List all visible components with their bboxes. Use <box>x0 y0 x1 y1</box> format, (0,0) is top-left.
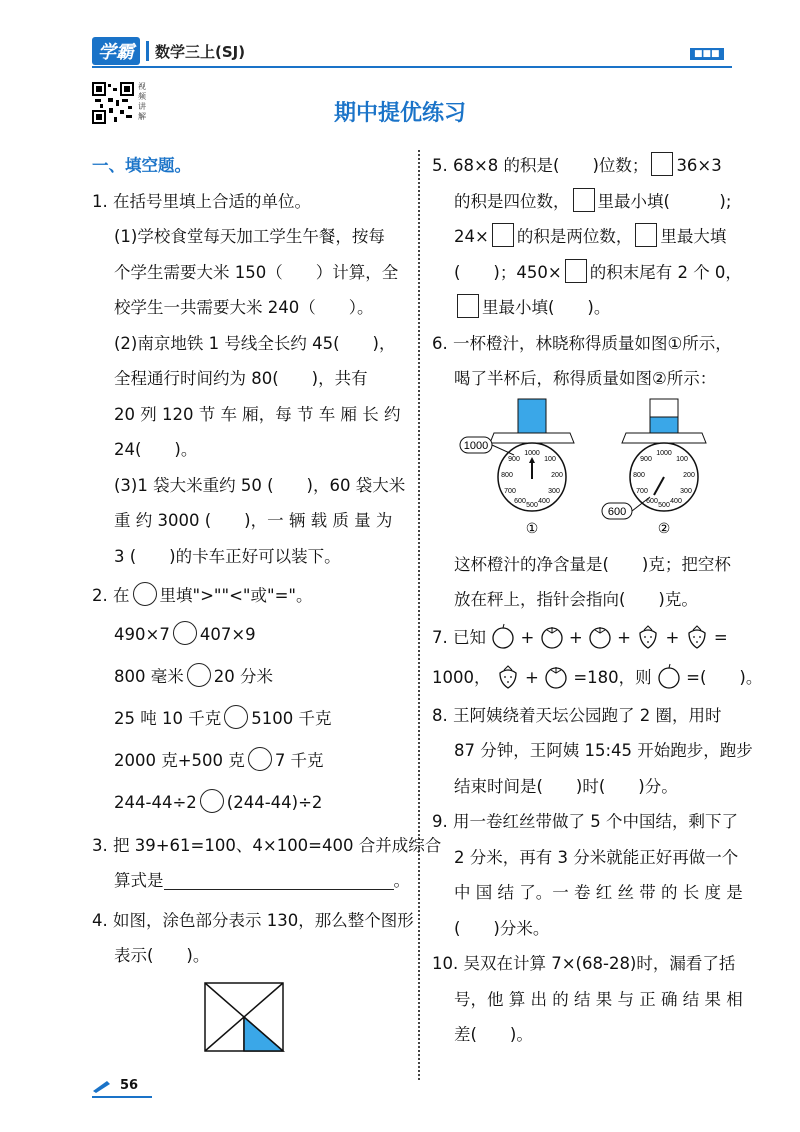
answer-circle[interactable] <box>248 747 272 771</box>
q1-stem: 1. 在括号里填上合适的单位。 <box>92 191 311 211</box>
answer-box[interactable] <box>565 259 587 283</box>
subject-label: 数学三上(SJ) <box>155 42 246 61</box>
q7-text: 1000， <box>432 667 491 687</box>
q1-line: 3 ( )的卡车正好可以装下。 <box>114 546 341 566</box>
header <box>92 38 245 64</box>
q6-line: 6. 一杯橙汁，林晓称得质量如图①所示， <box>432 333 732 353</box>
equals-sign: = <box>713 627 728 647</box>
q5-line <box>432 184 732 220</box>
q5-text: 5. 68×8 的积是( )位数； <box>432 156 649 175</box>
dial-label: 400 <box>538 497 550 505</box>
q3-label: 算式是 <box>114 871 164 890</box>
q5-text: 的积是两位数， <box>516 227 633 246</box>
figure-number: ② <box>657 519 671 536</box>
plus-sign: + <box>665 627 680 647</box>
dial-label: 500 <box>658 501 670 509</box>
q8-line: 87 分钟，王阿姨 15:45 开始跑步，跑步 <box>454 741 753 760</box>
plus-sign: + <box>568 627 583 647</box>
q1-line: 全程通行时间约为 80( )，共有 <box>114 369 368 388</box>
q1-line: (1)学校食堂每天加工学生午餐，按每 <box>114 227 385 246</box>
qr-caption: 视频讲解 <box>138 82 146 121</box>
q5-text: ( )；450× <box>454 262 562 282</box>
page-footer <box>92 1078 138 1093</box>
answer-box[interactable] <box>457 294 479 318</box>
q1-line: 重 约 3000 ( )，一 辆 载 质 量 为 <box>114 511 393 530</box>
q6-line: 这杯橙汁的净含量是( )克；把空杯 <box>454 554 731 574</box>
compare-row <box>92 740 410 782</box>
compare-right: 7 千克 <box>274 750 324 770</box>
answer-circle[interactable] <box>187 663 211 687</box>
compare-row <box>92 698 410 740</box>
dial-label: 400 <box>670 497 682 505</box>
q1-line: 20 列 120 节 车 厢，每 节 车 厢 长 约 <box>114 404 401 424</box>
left-column <box>92 148 442 1052</box>
answer-box[interactable] <box>651 152 673 176</box>
shaded-square-figure <box>204 982 284 1052</box>
q1-line: 24( )。 <box>114 440 198 459</box>
header-separator <box>146 41 149 61</box>
q1-line: (3)1 袋大米重约 50 ( )，60 袋大米 <box>114 475 406 495</box>
q5-text: 的积是四位数， <box>454 191 570 211</box>
dial-label: 800 <box>633 471 645 479</box>
q5-line <box>432 290 732 326</box>
q5-text: 的积末尾有 2 个 0， <box>589 262 742 282</box>
page-number: 56 <box>120 1078 139 1093</box>
answer-box[interactable] <box>492 223 514 247</box>
q4-line: 表示( )。 <box>114 946 210 965</box>
tomato-icon <box>544 663 568 689</box>
section-heading: 一、填空题。 <box>92 156 191 175</box>
dial-label: 1000 <box>524 449 540 457</box>
q10-line: 号，他 算 出 的 结 果 与 正 确 结 果 相 <box>454 989 743 1009</box>
q7-line <box>432 618 732 658</box>
q5-line <box>432 219 732 255</box>
dial-label: 500 <box>526 501 538 509</box>
answer-line[interactable] <box>164 869 394 890</box>
header-tag: ■■■ <box>690 48 724 60</box>
tomato-icon <box>540 623 564 649</box>
apple-icon <box>491 623 515 649</box>
q9-line: 2 分米，再有 3 分米就能正好再做一个 <box>454 847 739 867</box>
q2-stem-a: 2. 在 <box>92 586 130 605</box>
dial-label: 1000 <box>656 449 672 457</box>
q1-line: (2)南京地铁 1 号线全长约 45( )， <box>114 333 396 353</box>
strawberry-icon <box>496 663 520 689</box>
answer-box[interactable] <box>635 223 657 247</box>
compare-row <box>92 782 410 824</box>
answer-circle[interactable] <box>173 621 197 645</box>
compare-right: 5100 千克 <box>251 708 332 728</box>
scale-reading: 1000 <box>463 439 489 452</box>
compare-right: 407×9 <box>199 624 256 644</box>
q5-line <box>432 255 742 291</box>
dial-label: 700 <box>504 487 516 495</box>
compare-row <box>92 656 410 698</box>
q5-text: 里最小填( ); <box>597 191 732 211</box>
dial-label: 200 <box>551 471 563 479</box>
page-title: 期中提优练习 <box>333 101 466 126</box>
q10-line: 差( )。 <box>454 1025 533 1044</box>
q10-line: 10. 吴双在计算 7×(68-28)时，漏看了括 <box>432 954 736 973</box>
compare-left: 800 毫米 <box>114 666 184 686</box>
q7-text: =( )。 <box>686 667 763 687</box>
dial-label: 600 <box>514 497 526 505</box>
answer-circle[interactable] <box>224 705 248 729</box>
compare-right: 20 分米 <box>213 666 273 686</box>
dial-label: 300 <box>680 487 692 495</box>
strawberry-icon <box>685 623 709 649</box>
figure-number: ① <box>525 519 539 536</box>
dial-label: 700 <box>636 487 648 495</box>
scale-1 <box>460 399 574 536</box>
compare-row <box>92 614 410 656</box>
pencil-icon <box>92 1079 112 1093</box>
right-column <box>432 148 763 1053</box>
q1-line: 个学生需要大米 150（ ）计算，全 <box>114 262 399 282</box>
q7-text: =180，则 <box>573 667 652 687</box>
compare-left: 2000 克+500 克 <box>114 750 245 770</box>
plus-sign: + <box>520 627 535 647</box>
plus-sign: + <box>617 627 631 647</box>
q8-line: 结束时间是( )时( )分。 <box>454 776 678 796</box>
answer-circle[interactable] <box>200 789 224 813</box>
q5-line <box>432 148 732 184</box>
brand-logo: 学霸 <box>92 37 140 65</box>
dial-label: 900 <box>508 455 520 463</box>
q7-line <box>432 658 763 698</box>
strawberry-icon <box>636 623 660 649</box>
footer-rule <box>92 1096 152 1098</box>
column-divider <box>418 150 420 1080</box>
q4-line: 4. 如图，涂色部分表示 130，那么整个图形 <box>92 910 414 930</box>
answer-box[interactable] <box>573 188 595 212</box>
q1-line: 校学生一共需要大米 240（ ）。 <box>114 298 374 317</box>
dial-label: 900 <box>640 455 652 463</box>
q5-text: 36×3 <box>676 156 722 175</box>
q5-text: 里最小填( )。 <box>482 298 611 317</box>
compare-left: 25 吨 10 千克 <box>114 708 222 728</box>
scale-2 <box>602 399 706 536</box>
compare-right: (244-44)÷2 <box>226 792 323 812</box>
q3-period: 。 <box>393 871 410 890</box>
dial-label: 600 <box>646 497 658 505</box>
dial-label: 300 <box>548 487 560 495</box>
compare-left: 490×7 <box>114 624 170 644</box>
dial-label: 100 <box>676 455 688 463</box>
q6-line: 放在秤上，指针会指向( )克。 <box>454 590 698 609</box>
scale-reading: 600 <box>607 505 627 518</box>
q8-line: 8. 王阿姨绕着天坛公园跑了 2 圈，用时 <box>432 705 722 725</box>
q7-text: 7. 已知 <box>432 627 486 647</box>
dial-label: 100 <box>544 455 556 463</box>
plus-sign: + <box>525 667 539 687</box>
q5-text: 24× <box>454 227 489 246</box>
q3-line: 3. 把 39+61=100、4×100=400 合并成综合 <box>92 835 442 855</box>
compare-left: 244-44÷2 <box>114 792 197 812</box>
q9-line: 中 国 结 了。一 卷 红 丝 带 的 长 度 是 <box>454 883 743 902</box>
kitchen-scales-figure <box>432 397 732 547</box>
q9-line: ( )分米。 <box>454 918 550 938</box>
apple-icon <box>657 663 681 689</box>
q9-line: 9. 用一卷红丝带做了 5 个中国结，剩下了 <box>432 812 738 831</box>
dial-label: 800 <box>501 471 513 479</box>
tomato-icon <box>588 623 612 649</box>
q3-answer-row <box>92 863 410 899</box>
q2-stem <box>92 578 410 614</box>
q5-text: 里最大填 <box>660 227 727 246</box>
q6-line: 喝了半杯后，称得质量如图②所示： <box>454 369 717 388</box>
q2-stem-b: 里填">""<"或"="。 <box>159 586 313 605</box>
dial-label: 200 <box>683 471 695 479</box>
header-rule <box>92 66 732 68</box>
compare-circle <box>133 582 157 606</box>
